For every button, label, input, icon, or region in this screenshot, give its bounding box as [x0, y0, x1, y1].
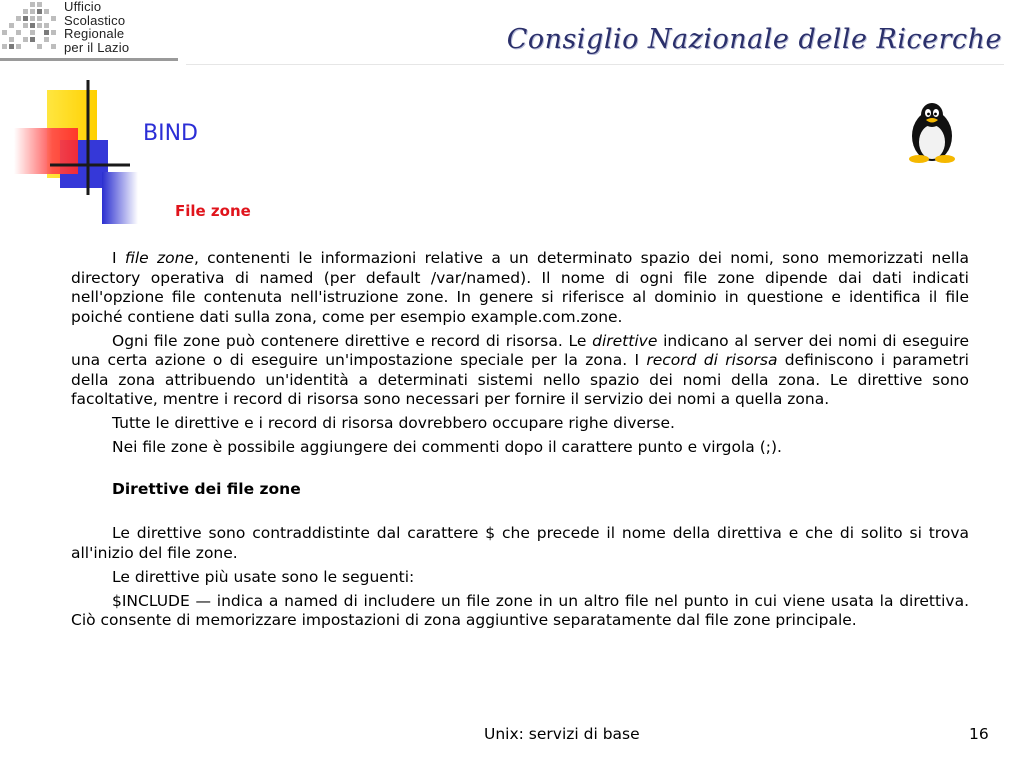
blue-gradient-square [102, 172, 138, 224]
paragraph-3: Tutte le direttive e i record di risorsa dovrebbero occupare righe diverse. [112, 414, 675, 432]
page-number: 16 [969, 725, 989, 743]
paragraph-4: Nei file zone è possibile aggiungere dei commenti dopo il carattere punto e virgola (;). [112, 438, 782, 456]
ufficio-scolastico-logo-icon [0, 0, 64, 58]
p1-emphasis: file zone [124, 249, 194, 267]
footer-course: Unix: servizi di base [484, 725, 640, 743]
p2-emphasis-2: record di risorsa [646, 351, 778, 369]
p2-emphasis-1: direttive [592, 331, 658, 350]
slide-title: BIND [143, 121, 198, 146]
p2-text-b: indicano al server dei nomi di eseguire una certa azione o di eseguire un'impostazione speciale per la zona. I [71, 331, 969, 369]
cnr-wordmark: Consiglio Nazionale delle Ricerche [506, 24, 1002, 55]
ufficio-scolastico-logo [0, 0, 178, 62]
section-title: File zone [175, 202, 251, 220]
p2-text-c: definiscono i parametri della zona attribuendo un'identità a determinati sistemi nello spazio dei nomi della zona. Le direttive sono facoltative, mentre i record di risorsa sono necessari per fornire il servizio dei nomi a quella zona. [71, 351, 969, 408]
usr-line-3: Regionale [64, 26, 125, 41]
p2-text-a: Ogni file zone può contenere direttive e record di risorsa. Le [112, 331, 593, 350]
slide-body [71, 249, 969, 635]
paragraph-6: Le direttive più usate sono le seguenti: [112, 567, 415, 586]
usr-line-2: Scolastico [64, 12, 126, 28]
paragraph-7: $INCLUDE — indica a named di includere un file zone in un altro file nel punto in cui viene usata la direttiva. Ciò consente di memorizzare impostazioni di zona aggiuntive separatamente dal file zone principale. [71, 591, 969, 629]
tux-penguin-icon [902, 100, 962, 164]
usr-line-1: Ufficio [64, 0, 102, 14]
red-gradient-square [14, 128, 78, 174]
decorative-squares [0, 80, 150, 230]
header-divider [186, 64, 1004, 65]
p1-text-a: I [112, 249, 125, 267]
p1-text-b: , contenenti le informazioni relative a un determinato spazio dei nomi, sono memorizzati nella directory operativa di named (per default /var/named). Il nome di ogni file zone dipende dai dati indicati nell'opzione file contenuta nell'istruzione zone. In genere si riferisce al dominio in questione e identifica il file poiché contiene dati sulla zona, come per esempio example.com.zone. [71, 249, 970, 326]
subheading: Direttive dei file zone [112, 479, 301, 498]
usr-line-4: per il Lazio [64, 39, 130, 55]
ufficio-scolastico-text [64, 0, 129, 54]
usr-logo-underline [0, 58, 178, 61]
paragraph-5: Le direttive sono contraddistinte dal carattere $ che precede il nome della direttiva e che di solito si trova all'inizio del file zone. [71, 524, 969, 562]
paragraph-1 [71, 249, 969, 327]
paragraph-2 [71, 332, 969, 410]
